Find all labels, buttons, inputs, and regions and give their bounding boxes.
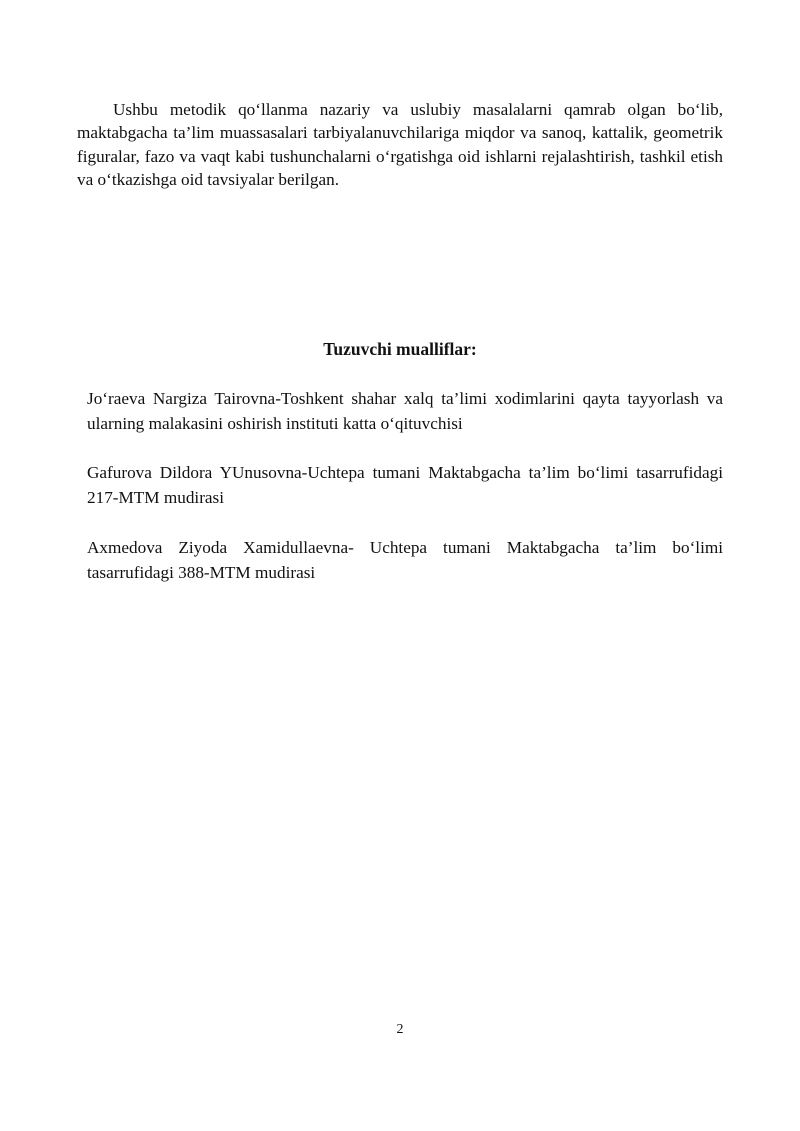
page-number: 2 xyxy=(396,1022,404,1037)
author-entry-1: Jo‘raeva Nargiza Tairovna-Toshkent shahar xalq ta’limi xodimlarini qayta tayyorlash va ularning malakasini oshirish instituti katta o‘qituvchisi xyxy=(87,389,723,433)
author-entry-2: Gafurova Dildora YUnusovna-Uchtepa tumani Maktabgacha ta’lim bo‘limi tasarrufidagi 217-MTM mudirasi xyxy=(87,463,723,507)
authors-heading: Tuzuvchi mualliflar: xyxy=(323,339,477,359)
author-entry-3: Axmedova Ziyoda Xamidullaevna- Uchtepa tumani Maktabgacha ta’lim bo‘limi tasarrufidagi 388-MTM mudirasi xyxy=(87,538,723,582)
intro-paragraph: Ushbu metodik qo‘llanma nazariy va uslubiy masalalarni qamrab olgan bo‘lib, maktabgacha ta’lim muassasalari tarbiyalanuvchilariga miqdor va sanoq, kattalik, geometrik figuralar, fazo va vaqt kabi tushunchalarni o‘rgatishga oid ishlarni rejalashtirish, tashkil etish va o‘tkazishga oid tavsiyalar berilgan. xyxy=(77,100,723,190)
